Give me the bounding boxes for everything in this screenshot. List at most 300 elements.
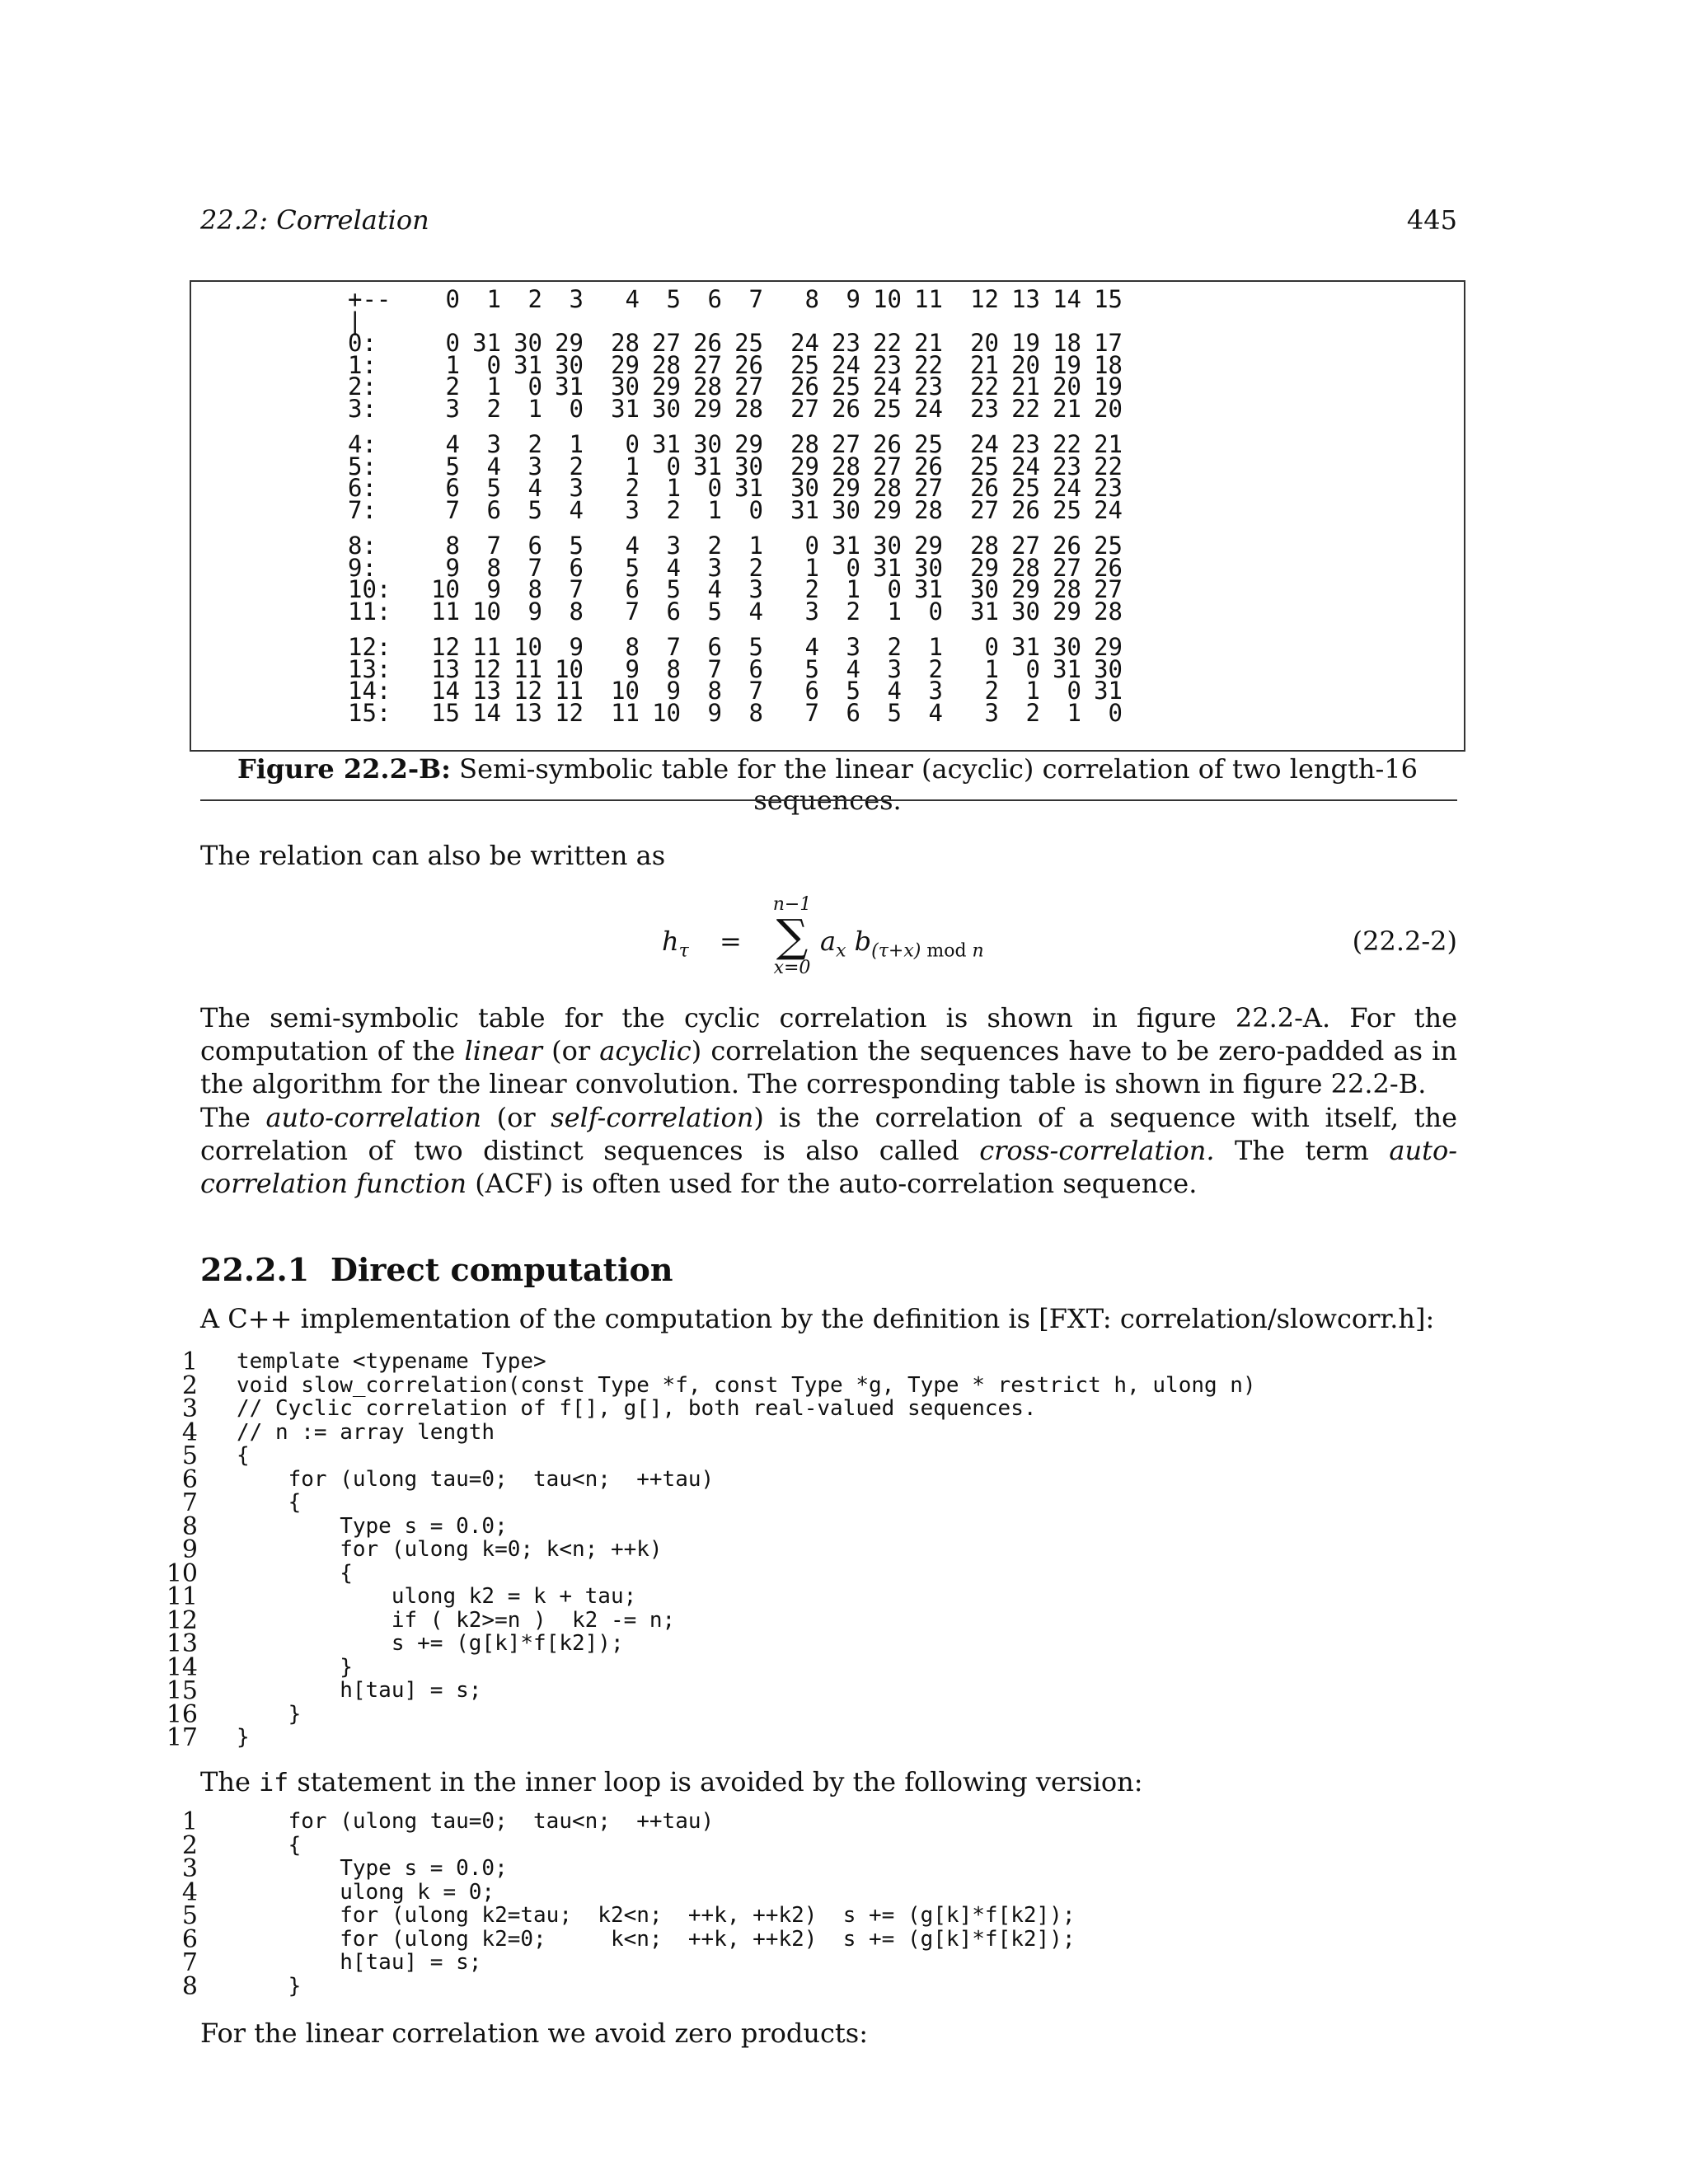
- table-cell: 9: [528, 597, 542, 626]
- table-cell: 31: [914, 575, 943, 603]
- table-cell: 1: [1025, 677, 1040, 705]
- p3-e: (ACF) is often used for the auto-correlation sequence.: [467, 1168, 1198, 1199]
- table-cell: 5: [486, 474, 501, 502]
- paragraph-cyclic: [200, 1001, 1457, 1100]
- column-header: 7: [748, 285, 763, 313]
- table-cell: 11: [513, 654, 542, 683]
- table-cell: 4: [928, 698, 943, 727]
- table-cell: 8: [666, 654, 681, 683]
- table-cell: 22: [873, 329, 902, 357]
- table-cell: 25: [970, 452, 999, 480]
- table-cell: 12: [513, 677, 542, 705]
- sum-upper-limit: n−1: [772, 894, 812, 915]
- table-cell: 30: [832, 495, 860, 524]
- table-cell: 28: [832, 452, 860, 480]
- p2-acyclic: acyclic: [599, 1035, 692, 1066]
- table-cell: 7: [804, 698, 819, 727]
- equation-lhs-h: h: [662, 926, 679, 957]
- equation-b-sub-n: n: [972, 940, 984, 962]
- code-text: template <typename Type>: [237, 1349, 546, 1374]
- table-cell: 26: [832, 394, 860, 423]
- column-header: 1: [486, 285, 501, 313]
- code-text: for (ulong k2=tau; k2<n; ++k, ++k2) s += (g[k]*f[k2]);: [237, 1903, 1076, 1928]
- table-row: [348, 633, 1123, 661]
- table-cell: 13: [472, 677, 501, 705]
- line-number: 7: [181, 1948, 198, 1977]
- table-cell: 27: [914, 474, 943, 502]
- table-cell: 23: [914, 373, 943, 401]
- table-cell: 29: [693, 394, 722, 423]
- table-cell: 31: [1011, 633, 1040, 661]
- table-cell: 20: [1094, 394, 1123, 423]
- table-cell: 5: [707, 597, 722, 626]
- p6-text: For the linear correlation we avoid zero products:: [200, 2018, 868, 2049]
- table-cell: 2: [984, 677, 999, 705]
- table-cell: 8: [528, 575, 542, 603]
- code-text: // n := array length: [237, 1419, 495, 1445]
- code-text: h[tau] = s;: [237, 1678, 482, 1703]
- line-number: 4: [181, 1877, 198, 1907]
- table-cell: 7: [707, 654, 722, 683]
- table-cell: 20: [970, 329, 999, 357]
- table-cell: 21: [1011, 373, 1040, 401]
- row-label: 11:: [348, 597, 392, 626]
- table-row: [348, 698, 1123, 727]
- table-cell: 9: [486, 575, 501, 603]
- row-label: 8:: [348, 532, 377, 560]
- table-cell: 10: [431, 575, 460, 603]
- table-cell: 1: [625, 452, 640, 480]
- table-cell: 10: [611, 677, 640, 705]
- table-cell: 31: [652, 430, 681, 458]
- p2-a: The semi-symbolic table for the cyclic correlation is shown in figure 22.2-A. For the computation of the: [200, 1002, 1457, 1066]
- table-cell: 5: [846, 677, 860, 705]
- code-text: for (ulong tau=0; tau<n; ++tau): [237, 1809, 715, 1834]
- code-text: }: [237, 1973, 302, 1999]
- table-row: [348, 654, 1123, 683]
- table-cell: 8: [748, 698, 763, 727]
- table-cell: 1: [1067, 698, 1081, 727]
- table-cell: 25: [1011, 474, 1040, 502]
- table-cell: 2: [528, 430, 542, 458]
- table-cell: 25: [832, 373, 860, 401]
- table-cell: 29: [914, 532, 943, 560]
- p3-acf: auto-correlation function: [200, 1135, 1458, 1199]
- table-cell: 5: [528, 495, 542, 524]
- line-number: 6: [181, 1465, 198, 1494]
- p2-b: (or: [542, 1035, 600, 1066]
- table-cell: 22: [1053, 430, 1081, 458]
- table-cell: 2: [486, 394, 501, 423]
- table-cell: 7: [486, 532, 501, 560]
- table-cell: 1: [666, 474, 681, 502]
- table-cell: 28: [873, 474, 902, 502]
- code-text: h[tau] = s;: [237, 1950, 482, 1975]
- code-text: ulong k = 0;: [237, 1879, 495, 1905]
- table-cell: 20: [1011, 350, 1040, 379]
- table-row: [348, 575, 1123, 603]
- table-cell: 26: [970, 474, 999, 502]
- equation-b: b: [854, 926, 872, 957]
- table-cell: 6: [486, 495, 501, 524]
- table-cell: 24: [1011, 452, 1040, 480]
- p5-code: if: [259, 1769, 289, 1797]
- table-vertical-bar: |: [348, 307, 363, 335]
- page-number: 445: [1406, 204, 1457, 236]
- table-cell: 21: [1094, 430, 1123, 458]
- table-cell: 29: [790, 452, 819, 480]
- p3-d: The term: [1214, 1135, 1390, 1166]
- table-cell: 3: [625, 495, 640, 524]
- table-cell: 31: [1053, 654, 1081, 683]
- table-cell: 7: [445, 495, 460, 524]
- paragraph-if-statement: [200, 1765, 1457, 1800]
- column-header: 2: [528, 285, 542, 313]
- table-row: [348, 394, 1123, 423]
- table-cell: 0: [625, 430, 640, 458]
- table-cell: 8: [569, 597, 584, 626]
- table-cell: 9: [666, 677, 681, 705]
- table-cell: 8: [625, 633, 640, 661]
- table-corner: +--: [348, 285, 392, 313]
- table-cell: 1: [445, 350, 460, 379]
- line-number: 13: [166, 1629, 198, 1658]
- line-number: 16: [166, 1699, 198, 1729]
- table-cell: 0: [445, 329, 460, 357]
- table-cell: 2: [887, 633, 902, 661]
- table-cell: 0: [707, 474, 722, 502]
- table-cell: 0: [984, 633, 999, 661]
- section-number: 22.2.1: [200, 1251, 310, 1288]
- table-cell: 27: [1053, 553, 1081, 582]
- table-cell: 28: [970, 532, 999, 560]
- code-text: }: [237, 1701, 302, 1727]
- figure-box: [190, 280, 1465, 752]
- line-number: 5: [181, 1441, 198, 1470]
- p3-self: self-correlation: [551, 1102, 754, 1133]
- equation-b-sub-mod: mod: [921, 940, 973, 962]
- table-cell: 2: [846, 597, 860, 626]
- table-cell: 21: [970, 350, 999, 379]
- paragraph-relation: [200, 839, 1457, 872]
- sigma-symbol: ∑: [776, 910, 809, 962]
- table-cell: 26: [790, 373, 819, 401]
- row-label: 0:: [348, 329, 377, 357]
- table-cell: 9: [569, 633, 584, 661]
- table-cell: 25: [790, 350, 819, 379]
- line-number: 14: [166, 1652, 198, 1682]
- line-number: 10: [166, 1558, 198, 1588]
- row-label: 5:: [348, 452, 377, 480]
- table-cell: 3: [887, 654, 902, 683]
- table-cell: 0: [1067, 677, 1081, 705]
- row-label: 2:: [348, 373, 377, 401]
- code-text: {: [237, 1443, 250, 1468]
- table-cell: 31: [555, 373, 584, 401]
- table-cell: 5: [625, 553, 640, 582]
- line-number: 12: [166, 1605, 198, 1635]
- table-cell: 0: [748, 495, 763, 524]
- table-cell: 30: [914, 553, 943, 582]
- equation-rhs: [820, 926, 984, 961]
- column-header: 12: [970, 285, 999, 313]
- p3-b: (or: [481, 1102, 551, 1133]
- table-cell: 25: [873, 394, 902, 423]
- table-cell: 29: [1053, 597, 1081, 626]
- table-cell: 3: [804, 597, 819, 626]
- figure-caption-label: Figure 22.2-B:: [237, 753, 451, 785]
- table-cell: 1: [486, 373, 501, 401]
- table-cell: 7: [528, 553, 542, 582]
- table-cell: 28: [652, 350, 681, 379]
- table-cell: 31: [513, 350, 542, 379]
- table-cell: 11: [472, 633, 501, 661]
- sum-lower-limit: x=0: [773, 958, 811, 978]
- row-label: 9:: [348, 553, 377, 582]
- p3-auto: auto-correlation: [265, 1102, 482, 1133]
- table-cell: 8: [486, 553, 501, 582]
- section-heading: [200, 1251, 673, 1288]
- table-cell: 31: [832, 532, 860, 560]
- table-cell: 25: [914, 430, 943, 458]
- table-cell: 2: [625, 474, 640, 502]
- table-cell: 24: [790, 329, 819, 357]
- code-text: Type s = 0.0;: [237, 1513, 508, 1539]
- table-cell: 5: [748, 633, 763, 661]
- section-title: 22.2: Correlation: [200, 204, 429, 236]
- table-cell: 30: [790, 474, 819, 502]
- table-cell: 15: [431, 698, 460, 727]
- paragraph-linear-correlation: [200, 2017, 1457, 2050]
- table-cell: 29: [970, 553, 999, 582]
- table-cell: 9: [707, 698, 722, 727]
- line-number: 9: [181, 1535, 198, 1564]
- table-cell: 1: [707, 495, 722, 524]
- table-cell: 6: [804, 677, 819, 705]
- table-cell: 3: [984, 698, 999, 727]
- table-cell: 10: [555, 654, 584, 683]
- table-cell: 30: [1011, 597, 1040, 626]
- equation-a-sub: x: [836, 940, 846, 962]
- table-row: [348, 532, 1123, 560]
- table-cell: 6: [846, 698, 860, 727]
- table-cell: 4: [804, 633, 819, 661]
- table-cell: 1: [928, 633, 943, 661]
- table-cell: 28: [914, 495, 943, 524]
- table-cell: 3: [666, 532, 681, 560]
- table-cell: 18: [1094, 350, 1123, 379]
- table-cell: 10: [472, 597, 501, 626]
- row-label: 14:: [348, 677, 392, 705]
- table-cell: 27: [873, 452, 902, 480]
- equation-sum: [767, 894, 817, 978]
- code-text: {: [237, 1560, 353, 1586]
- code-text: for (ulong k=0; k<n; ++k): [237, 1537, 663, 1562]
- line-number: 3: [181, 1854, 198, 1883]
- table-cell: 27: [832, 430, 860, 458]
- table-cell: 6: [528, 532, 542, 560]
- table-cell: 14: [472, 698, 501, 727]
- table-cell: 24: [1053, 474, 1081, 502]
- p3-cross: cross-correlation.: [979, 1135, 1215, 1166]
- table-cell: 25: [1053, 495, 1081, 524]
- column-header: 13: [1011, 285, 1040, 313]
- table-cell: 27: [1011, 532, 1040, 560]
- table-cell: 29: [734, 430, 763, 458]
- table-cell: 8: [445, 532, 460, 560]
- table-cell: 0: [1025, 654, 1040, 683]
- equation-a: a: [820, 926, 837, 957]
- line-number: 15: [166, 1676, 198, 1705]
- table-cell: 27: [970, 495, 999, 524]
- table-cell: 4: [748, 597, 763, 626]
- p4-text: A C++ implementation of the computation by the definition is [FXT: correlation/slowcorr.h]:: [200, 1303, 1435, 1334]
- column-header: 0: [445, 285, 460, 313]
- table-cell: 0: [846, 553, 860, 582]
- p2-c: ) correlation the sequences have to be zero-padded as in the algorithm for the linear convolution. The corresponding table is shown in figure 22.2-B.: [200, 1035, 1458, 1099]
- equation-tag: (22.2-2): [1352, 926, 1457, 957]
- code-text: {: [237, 1490, 302, 1515]
- row-label: 3:: [348, 394, 377, 423]
- code-text: // Cyclic correlation of f[], g[], both real-valued sequences.: [237, 1396, 1037, 1421]
- table-cell: 18: [1053, 329, 1081, 357]
- table-cell: 28: [611, 329, 640, 357]
- table-cell: 28: [1011, 553, 1040, 582]
- table-cell: 4: [528, 474, 542, 502]
- table-cell: 6: [445, 474, 460, 502]
- table-cell: 28: [790, 430, 819, 458]
- table-cell: 17: [1094, 329, 1123, 357]
- table-cell: 12: [555, 698, 584, 727]
- table-cell: 29: [652, 373, 681, 401]
- table-cell: 4: [625, 532, 640, 560]
- code-text: for (ulong tau=0; tau<n; ++tau): [237, 1466, 715, 1492]
- table-cell: 3: [486, 430, 501, 458]
- column-header: 14: [1053, 285, 1081, 313]
- line-number: 1: [181, 1347, 198, 1376]
- p5-a: The: [200, 1766, 260, 1797]
- p3-a: The: [200, 1102, 266, 1133]
- column-header: 8: [804, 285, 819, 313]
- table-cell: 7: [748, 677, 763, 705]
- table-cell: 24: [970, 430, 999, 458]
- column-header: 10: [873, 285, 902, 313]
- table-cell: 0: [928, 597, 943, 626]
- table-cell: 23: [1011, 430, 1040, 458]
- table-cell: 4: [707, 575, 722, 603]
- line-number: 1: [181, 1807, 198, 1836]
- table-cell: 24: [832, 350, 860, 379]
- table-cell: 2: [569, 452, 584, 480]
- table-cell: 1: [984, 654, 999, 683]
- table-cell: 23: [1094, 474, 1123, 502]
- table-cell: 4: [666, 553, 681, 582]
- table-cell: 26: [1011, 495, 1040, 524]
- table-cell: 5: [569, 532, 584, 560]
- line-number: 17: [166, 1723, 198, 1752]
- running-header: [200, 204, 1457, 241]
- table-cell: 1: [887, 597, 902, 626]
- table-cell: 3: [528, 452, 542, 480]
- correlation-table: [348, 285, 1123, 727]
- row-label: 7:: [348, 495, 377, 524]
- table-cell: 19: [1094, 373, 1123, 401]
- table-cell: 31: [693, 452, 722, 480]
- line-number: 2: [181, 1830, 198, 1860]
- paragraph-relation-text: The relation can also be written as: [200, 840, 666, 871]
- table-cell: 31: [873, 553, 902, 582]
- table-cell: 30: [693, 430, 722, 458]
- table-cell: 3: [569, 474, 584, 502]
- p3-c: ) is the correlation of a sequence with itself, the correlation of two distinct sequences is also called: [200, 1102, 1458, 1166]
- line-number: 8: [181, 1971, 198, 2001]
- table-cell: 10: [513, 633, 542, 661]
- table-cell: 26: [914, 452, 943, 480]
- table-cell: 31: [970, 597, 999, 626]
- table-cell: 10: [652, 698, 681, 727]
- table-cell: 30: [1053, 633, 1081, 661]
- row-label: 15:: [348, 698, 392, 727]
- row-label: 10:: [348, 575, 392, 603]
- line-number: 6: [181, 1924, 198, 1954]
- column-header: 3: [569, 285, 584, 313]
- table-cell: 30: [1094, 654, 1123, 683]
- column-header: 15: [1094, 285, 1123, 313]
- table-cell: 2: [1025, 698, 1040, 727]
- row-label: 13:: [348, 654, 392, 683]
- table-cell: 19: [1053, 350, 1081, 379]
- table-cell: 31: [790, 495, 819, 524]
- paragraph-implementation: [200, 1302, 1457, 1335]
- line-number: 8: [181, 1511, 198, 1541]
- table-cell: 31: [472, 329, 501, 357]
- table-cell: 31: [734, 474, 763, 502]
- table-cell: 27: [693, 350, 722, 379]
- table-cell: 3: [748, 575, 763, 603]
- caption-rule: [200, 799, 1457, 801]
- equation-b-sub: (τ+x): [871, 940, 921, 962]
- table-cell: 27: [734, 373, 763, 401]
- table-cell: 3: [445, 394, 460, 423]
- table-cell: 7: [569, 575, 584, 603]
- table-cell: 26: [1053, 532, 1081, 560]
- table-cell: 30: [652, 394, 681, 423]
- table-cell: 27: [790, 394, 819, 423]
- column-header: 4: [625, 285, 640, 313]
- table-cell: 2: [804, 575, 819, 603]
- row-label: 6:: [348, 474, 377, 502]
- table-cell: 13: [513, 698, 542, 727]
- line-number: 3: [181, 1394, 198, 1423]
- table-cell: 4: [486, 452, 501, 480]
- table-cell: 24: [914, 394, 943, 423]
- section-title-text: Direct computation: [331, 1251, 673, 1288]
- table-cell: 23: [970, 394, 999, 423]
- table-cell: 0: [569, 394, 584, 423]
- table-cell: 1: [846, 575, 860, 603]
- line-number: 4: [181, 1418, 198, 1447]
- table-cell: 13: [431, 654, 460, 683]
- table-cell: 4: [445, 430, 460, 458]
- table-cell: 2: [666, 495, 681, 524]
- table-cell: 24: [873, 373, 902, 401]
- equation-22-2-2: [200, 894, 1457, 993]
- table-cell: 1: [748, 532, 763, 560]
- row-label: 12:: [348, 633, 392, 661]
- table-cell: 4: [887, 677, 902, 705]
- table-cell: 9: [625, 654, 640, 683]
- table-cell: 29: [1094, 633, 1123, 661]
